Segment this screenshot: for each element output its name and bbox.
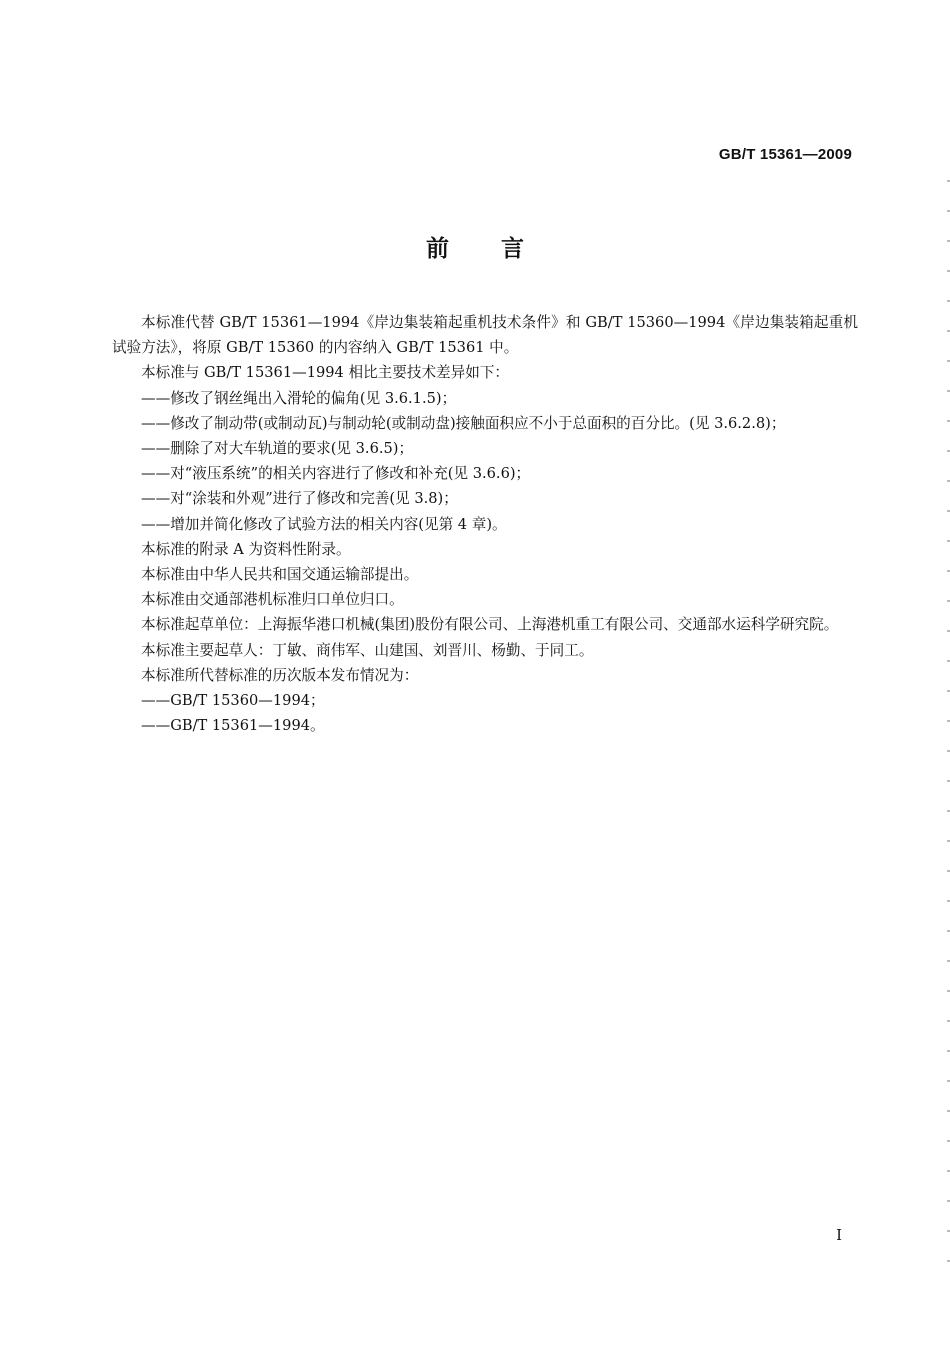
foreword-body bbox=[112, 310, 858, 738]
paragraph-drafting-units: 本标准起草单位：上海振华港口机械(集团)股份有限公司、上海港机重工有限公司、交通部水运科学研究院。 bbox=[141, 616, 839, 634]
page-number: I bbox=[836, 1226, 842, 1244]
paragraph-replacement: 本标准代替 GB/T 15361—1994《岸边集装箱起重机技术条件》和 GB/T 15360—1994《岸边集装箱起重机试验方法》，将原 GB/T 15360 的内容纳入 GB/T 15361 中。 bbox=[112, 314, 858, 357]
standard-number: GB/T 15361—2009 bbox=[718, 146, 852, 163]
paragraph-centralized: 本标准由交通部港机标准归口单位归口。 bbox=[141, 591, 404, 609]
list-item: ——对“液压系统”的相关内容进行了修改和补充(见 3.6.6)； bbox=[141, 465, 531, 483]
list-item: ——GB/T 15360—1994； bbox=[141, 692, 325, 710]
paragraph-history-intro: 本标准所代替标准的历次版本发布情况为： bbox=[141, 666, 419, 684]
list-item: ——修改了钢丝绳出入滑轮的偏角(见 3.6.1.5)； bbox=[141, 389, 457, 407]
list-item: ——增加并简化修改了试验方法的相关内容(见第 4 章)。 bbox=[141, 515, 507, 533]
page-title: 前言 bbox=[426, 236, 576, 262]
paragraph-differences-intro: 本标准与 GB/T 15361—1994 相比主要技术差异如下： bbox=[141, 364, 510, 382]
list-item: ——GB/T 15361—1994。 bbox=[141, 717, 325, 735]
list-item: ——删除了对大车轨道的要求(见 3.6.5)； bbox=[141, 440, 414, 458]
paragraph-appendix: 本标准的附录 A 为资料性附录。 bbox=[141, 540, 351, 558]
paragraph-proposer: 本标准由中华人民共和国交通运输部提出。 bbox=[141, 566, 419, 584]
list-item: ——对“涂装和外观”进行了修改和完善(见 3.8)； bbox=[141, 490, 458, 508]
paragraph-drafters: 本标准主要起草人：丁敏、商伟军、山建国、刘晋川、杨勤、于同工。 bbox=[141, 641, 594, 659]
list-item: ——修改了制动带(或制动瓦)与制动轮(或制动盘)接触面积应不小于总面积的百分比。(见 3.6.2.8)； bbox=[141, 414, 786, 432]
